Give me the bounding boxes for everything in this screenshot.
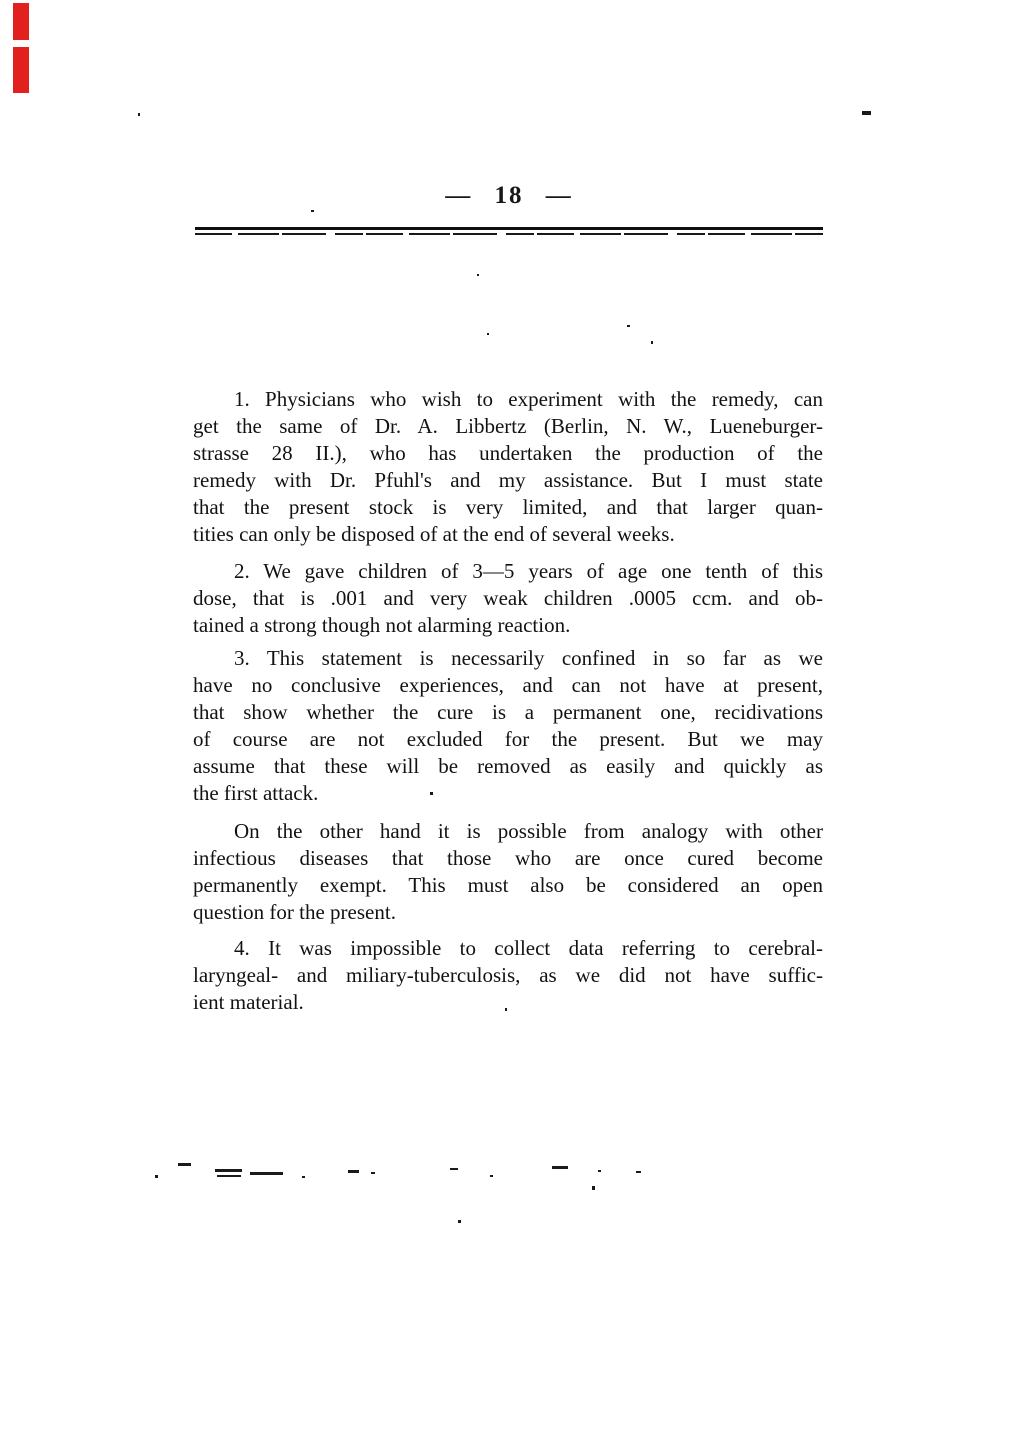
text-line: of course are not excluded for the present. But we may	[193, 727, 823, 751]
scan-dash	[217, 1175, 241, 1177]
text-line: have no conclusive experiences, and can not have at present,	[193, 673, 823, 697]
scan-dash	[250, 1172, 283, 1175]
page-number: — 18 —	[445, 182, 573, 209]
scan-speck	[651, 341, 653, 344]
scan-speck	[477, 274, 479, 276]
paragraph	[193, 818, 823, 926]
text-line: 3. This statement is necessarily confined in so far as we	[234, 646, 823, 670]
scan-speck	[862, 111, 871, 115]
text-line: strasse 28 II.), who has undertaken the production of the	[193, 441, 823, 465]
text-line: laryngeal- and miliary-tuberculosis, as we did not have suffic-	[193, 963, 823, 987]
text-line: infectious diseases that those who are once cured become	[193, 846, 823, 870]
header-rule-top	[195, 227, 823, 230]
scan-red-strip-top	[13, 3, 29, 40]
scan-speck	[138, 113, 140, 116]
paragraph	[193, 645, 823, 807]
text-line: tities can only be disposed of at the end of several weeks.	[193, 522, 675, 546]
paragraph	[193, 935, 823, 1016]
scan-dash	[155, 1175, 158, 1178]
scan-speck	[505, 1008, 507, 1011]
scan-dash	[302, 1176, 305, 1178]
paragraph	[193, 558, 823, 639]
scan-dash	[450, 1168, 458, 1170]
scan-speck	[627, 325, 630, 327]
page-body	[193, 386, 823, 1016]
text-line: remedy with Dr. Pfuhl's and my assistance. But I must state	[193, 468, 823, 492]
scan-dash	[178, 1163, 191, 1166]
text-line: get the same of Dr. A. Libbertz (Berlin, N. W., Lueneburger-	[193, 414, 823, 438]
text-line: that the present stock is very limited, and that larger quan-	[193, 495, 823, 519]
text-line: the first attack.	[193, 781, 319, 805]
scan-red-strip-bottom	[13, 47, 29, 93]
text-line: that show whether the cure is a permanent one, recidivations	[193, 700, 823, 724]
scan-speck	[592, 1186, 595, 1190]
text-line: 4. It was impossible to collect data referring to cerebral-	[234, 936, 823, 960]
scan-dash	[348, 1170, 359, 1173]
text-line: dose, that is .001 and very weak children .0005 ccm. and ob-	[193, 586, 823, 610]
scan-speck	[430, 792, 433, 795]
text-line: ient material.	[193, 990, 304, 1014]
scan-speck	[311, 210, 314, 212]
scan-dash	[490, 1175, 493, 1177]
text-line: 1. Physicians who wish to experiment with the remedy, can	[234, 387, 823, 411]
paragraph	[193, 386, 823, 548]
header-rule-bottom	[195, 233, 823, 235]
text-line: question for the present.	[193, 900, 396, 924]
text-line: assume that these will be removed as easily and quickly as	[193, 754, 823, 778]
scan-dash	[598, 1170, 601, 1172]
scan-speck	[487, 333, 489, 335]
text-line: permanently exempt. This must also be considered an open	[193, 873, 823, 897]
scan-speck	[458, 1220, 461, 1223]
scan-dash	[636, 1171, 641, 1173]
scan-dash	[552, 1166, 568, 1169]
scan-dash	[215, 1169, 242, 1172]
scan-dash	[371, 1172, 375, 1174]
text-line: 2. We gave children of 3—5 years of age one tenth of this	[234, 559, 823, 583]
text-line: tained a strong though not alarming reaction.	[193, 613, 571, 637]
text-line: On the other hand it is possible from analogy with other	[234, 819, 823, 843]
